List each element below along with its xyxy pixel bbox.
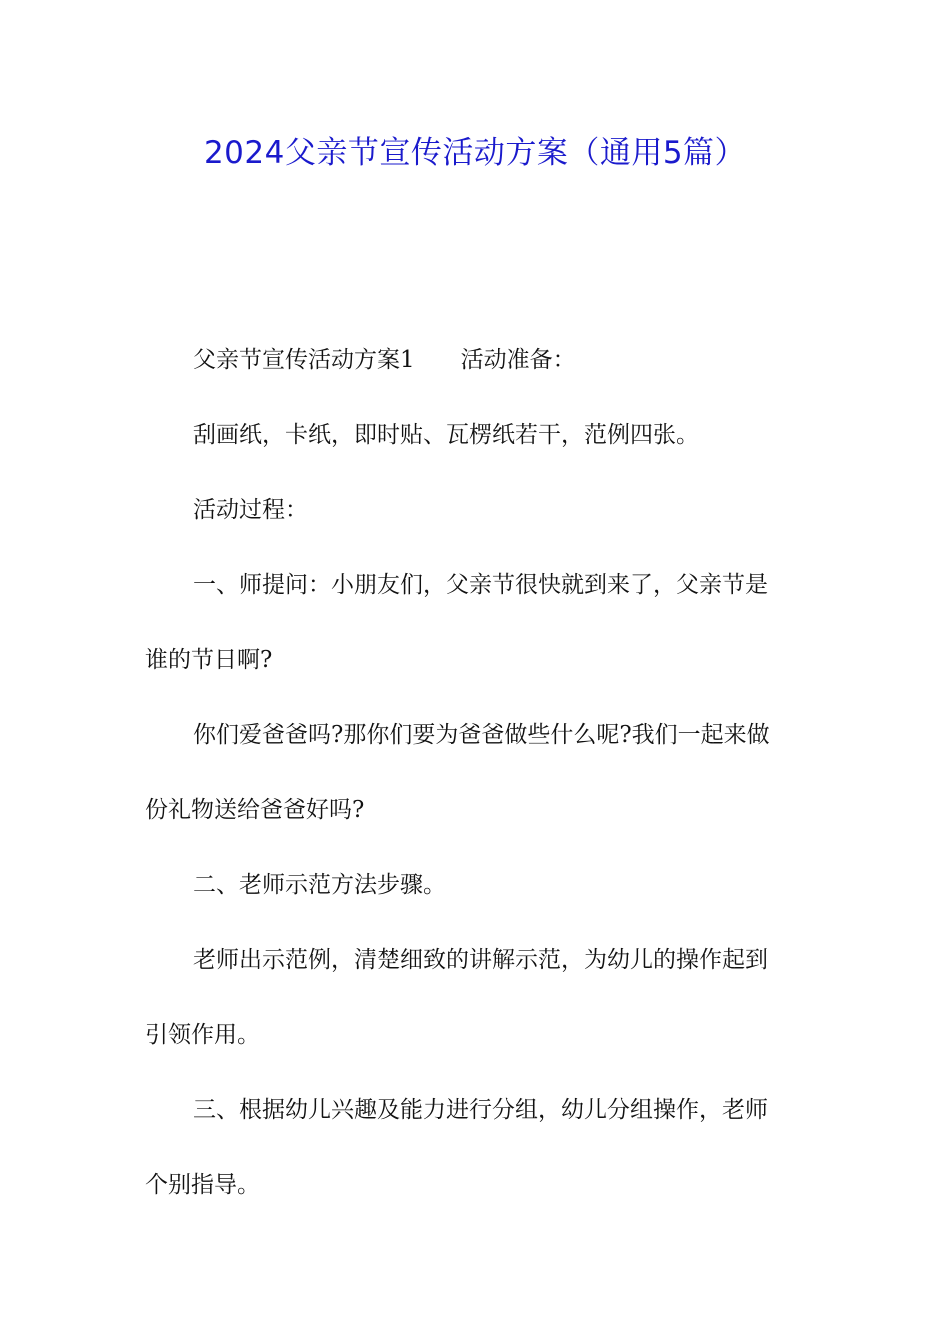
paragraph-line: 刮画纸，卡纸，即时贴、瓦楞纸若干，范例四张。 — [193, 422, 699, 448]
paragraph-line: 引领作用。 — [145, 1022, 260, 1048]
paragraph-line: 一、师提问：小朋友们，父亲节很快就到来了，父亲节是 — [193, 572, 768, 598]
section-subheading: 活动准备： — [460, 347, 576, 373]
paragraph-line: 三、根据幼儿兴趣及能力进行分组，幼儿分组操作，老师 — [193, 1097, 768, 1123]
paragraph-line: 份礼物送给爸爸好吗? — [145, 797, 365, 823]
paragraph-line: 谁的节日啊? — [145, 647, 273, 673]
paragraph-line — [193, 344, 576, 376]
paragraph-line: 活动过程： — [193, 497, 308, 523]
paragraph-line: 个别指导。 — [145, 1172, 260, 1198]
paragraph-line: 二、老师示范方法步骤。 — [193, 872, 446, 898]
paragraph-line: 老师出示范例，清楚细致的讲解示范，为幼儿的操作起到 — [193, 947, 768, 973]
paragraph-line: 你们爱爸爸吗?那你们要为爸爸做些什么呢?我们一起来做 — [193, 722, 770, 748]
section-heading: 父亲节宣传活动方案1 — [193, 347, 415, 373]
document-title: 2024父亲节宣传活动方案（通用5篇） — [203, 135, 747, 171]
